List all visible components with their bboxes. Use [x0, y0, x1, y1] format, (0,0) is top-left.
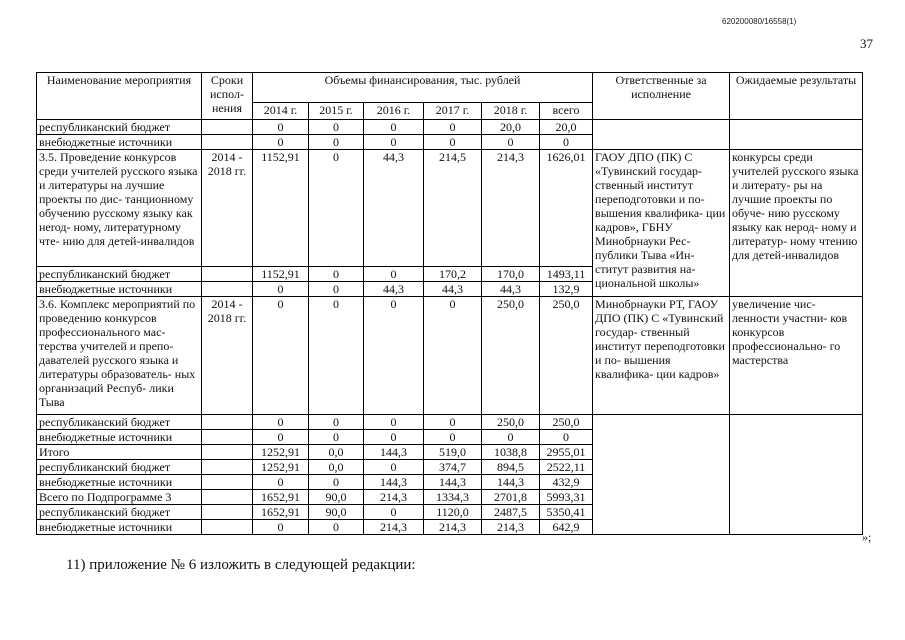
- row-value: 0: [309, 430, 364, 445]
- row-value: 1652,91: [253, 490, 309, 505]
- empty-cell: [730, 120, 863, 150]
- row-name: Всего по Подпрограмме 3: [37, 490, 202, 505]
- row-term: [202, 445, 253, 460]
- row-value: 0: [309, 282, 364, 297]
- row-name: республиканский бюджет: [37, 415, 202, 430]
- row-name: внебюджетные источники: [37, 282, 202, 297]
- row-value: 214,3: [482, 150, 540, 267]
- row-value: 44,3: [482, 282, 540, 297]
- empty-cell: [593, 415, 730, 535]
- header-terms: Сроки испол- нения: [202, 73, 253, 120]
- header-name: Наименование мероприятия: [37, 73, 202, 120]
- row-value: 0: [364, 415, 424, 430]
- header-row: [37, 73, 863, 103]
- row-value: 894,5: [482, 460, 540, 475]
- row-term: [202, 505, 253, 520]
- row-value: 214,3: [364, 490, 424, 505]
- row-name: 3.5. Проведение конкурсов среди учителей русского языка и литературы на лучшие проекты по дис- танционному обучению русскому языку как неrод- ному, литературному чте- нию для детей-инвалидов: [37, 150, 202, 267]
- row-total: 20,0: [540, 120, 593, 135]
- year-header: 2018 г.: [482, 103, 540, 120]
- row-total: 0: [540, 135, 593, 150]
- row-value: 214,3: [424, 520, 482, 535]
- row-value: 0,0: [309, 460, 364, 475]
- row-term: [202, 490, 253, 505]
- row-value: 0: [309, 520, 364, 535]
- row-value: 0: [424, 120, 482, 135]
- row-value: 44,3: [364, 282, 424, 297]
- total-header: всего: [540, 103, 593, 120]
- row-total: 250,0: [540, 297, 593, 415]
- year-header: 2015 г.: [309, 103, 364, 120]
- row-value: 0: [309, 267, 364, 282]
- row-value: 0: [253, 297, 309, 415]
- row-value: 0: [482, 430, 540, 445]
- row-total: 1493,11: [540, 267, 593, 282]
- empty-cell: [730, 415, 863, 535]
- row-value: 0: [253, 282, 309, 297]
- row-value: 250,0: [482, 415, 540, 430]
- row-value: 0: [309, 150, 364, 267]
- row-value: 1152,91: [253, 267, 309, 282]
- row-value: 0: [424, 415, 482, 430]
- row-value: 144,3: [424, 475, 482, 490]
- table-suffix: »;: [862, 530, 872, 544]
- table-row: [37, 120, 863, 135]
- row-term: [202, 520, 253, 535]
- row-value: 214,3: [364, 520, 424, 535]
- row-value: 170,2: [424, 267, 482, 282]
- row-term: [202, 475, 253, 490]
- row-value: 0: [424, 297, 482, 415]
- row-name: республиканский бюджет: [37, 267, 202, 282]
- row-value: 90,0: [309, 490, 364, 505]
- row-value: 0: [253, 415, 309, 430]
- row-value: 144,3: [364, 475, 424, 490]
- row-value: 1252,91: [253, 445, 309, 460]
- row-value: 0: [309, 297, 364, 415]
- row-term: [202, 282, 253, 297]
- result-3-5: конкурсы среди учителей русского языка и литерату- ры на лучшие проекты по обуче- нию русскому языку как нерод- ному и литератур- ному чтению для детей-инвалидов: [730, 150, 863, 297]
- row-name: 3.6. Комплекс мероприятий по проведению конкурсов профессионального мас- терства учителей и препо- давателей русского языка и литературы образователь- ных организаций Респуб- лики Тыва: [37, 297, 202, 415]
- row-value: 44,3: [364, 150, 424, 267]
- row-total: 1626,01: [540, 150, 593, 267]
- row-value: 519,0: [424, 445, 482, 460]
- row-value: 1334,3: [424, 490, 482, 505]
- row-name: Итого: [37, 445, 202, 460]
- row-value: 0: [253, 430, 309, 445]
- table-row: [37, 297, 863, 415]
- row-term: 2014 - 2018 гг.: [202, 150, 253, 267]
- funding-table: [36, 72, 863, 535]
- row-value: 170,0: [482, 267, 540, 282]
- row-value: 2487,5: [482, 505, 540, 520]
- row-term: [202, 120, 253, 135]
- row-name: внебюджетные источники: [37, 475, 202, 490]
- row-value: 0: [309, 475, 364, 490]
- header-responsible: Ответственные за исполнение: [593, 73, 730, 120]
- year-header: 2014 г.: [253, 103, 309, 120]
- document-id: 620200080/16558(1): [722, 17, 797, 26]
- result-3-6: увеличение чис- ленности участни- ков конкурсов профессионально- го мастерства: [730, 297, 863, 415]
- row-total: 2522,11: [540, 460, 593, 475]
- row-value: 0: [253, 120, 309, 135]
- row-term: 2014 - 2018 гг.: [202, 297, 253, 415]
- row-value: 144,3: [482, 475, 540, 490]
- row-total: 250,0: [540, 415, 593, 430]
- row-value: 0: [309, 135, 364, 150]
- row-total: 132,9: [540, 282, 593, 297]
- row-value: 214,5: [424, 150, 482, 267]
- row-value: 0: [364, 505, 424, 520]
- row-term: [202, 135, 253, 150]
- row-value: 1038,8: [482, 445, 540, 460]
- row-value: 20,0: [482, 120, 540, 135]
- row-value: 0: [253, 135, 309, 150]
- row-value: 2701,8: [482, 490, 540, 505]
- header-results: Ожидаемые результаты: [730, 73, 863, 120]
- table-row: [37, 415, 863, 430]
- row-value: 0: [253, 520, 309, 535]
- row-value: 1152,91: [253, 150, 309, 267]
- row-value: 0: [364, 297, 424, 415]
- row-term: [202, 430, 253, 445]
- row-value: 90,0: [309, 505, 364, 520]
- year-header: 2016 г.: [364, 103, 424, 120]
- row-total: 642,9: [540, 520, 593, 535]
- row-value: 1252,91: [253, 460, 309, 475]
- row-name: республиканский бюджет: [37, 460, 202, 475]
- row-name: внебюджетные источники: [37, 135, 202, 150]
- row-value: 0: [364, 267, 424, 282]
- row-total: 0: [540, 430, 593, 445]
- row-value: 0: [309, 415, 364, 430]
- row-value: 214,3: [482, 520, 540, 535]
- page-number: 37: [860, 36, 873, 51]
- row-name: республиканский бюджет: [37, 120, 202, 135]
- row-value: 144,3: [364, 445, 424, 460]
- row-total: 5350,41: [540, 505, 593, 520]
- row-total: 432,9: [540, 475, 593, 490]
- row-value: 0: [424, 430, 482, 445]
- header-funding: Объемы финансирования, тыс. рублей: [253, 73, 593, 103]
- row-value: 0: [253, 475, 309, 490]
- responsible-3-5: ГАОУ ДПО (ПК) С «Тувинский государ- ственный институт переподготовки и по- вышения квалифика- ции кадров», ГБНУ Минобрнауки Рес- публики Тыва «Ин- ститут развития на- циональной школы»: [593, 150, 730, 297]
- row-value: 0,0: [309, 445, 364, 460]
- row-total: 5993,31: [540, 490, 593, 505]
- row-value: 250,0: [482, 297, 540, 415]
- row-name: внебюджетные источники: [37, 520, 202, 535]
- footer-text: 11) приложение № 6 изложить в следующей редакции:: [66, 557, 416, 573]
- empty-cell: [593, 120, 730, 150]
- row-term: [202, 267, 253, 282]
- table-row: [37, 150, 863, 267]
- row-value: 0: [482, 135, 540, 150]
- row-value: 0: [364, 120, 424, 135]
- row-name: внебюджетные источники: [37, 430, 202, 445]
- row-value: 1120,0: [424, 505, 482, 520]
- row-value: 44,3: [424, 282, 482, 297]
- row-value: 0: [424, 135, 482, 150]
- row-value: 374,7: [424, 460, 482, 475]
- year-header: 2017 г.: [424, 103, 482, 120]
- row-value: 0: [364, 460, 424, 475]
- row-value: 0: [364, 135, 424, 150]
- row-name: республиканский бюджет: [37, 505, 202, 520]
- row-total: 2955,01: [540, 445, 593, 460]
- row-term: [202, 460, 253, 475]
- row-value: 1652,91: [253, 505, 309, 520]
- responsible-3-6: Минобрнауки РТ, ГАОУ ДПО (ПК) С «Тувинский государ- ственный институт переподготовки и по- вышения квалифика- ции кадров»: [593, 297, 730, 415]
- row-value: 0: [364, 430, 424, 445]
- row-term: [202, 415, 253, 430]
- row-value: 0: [309, 120, 364, 135]
